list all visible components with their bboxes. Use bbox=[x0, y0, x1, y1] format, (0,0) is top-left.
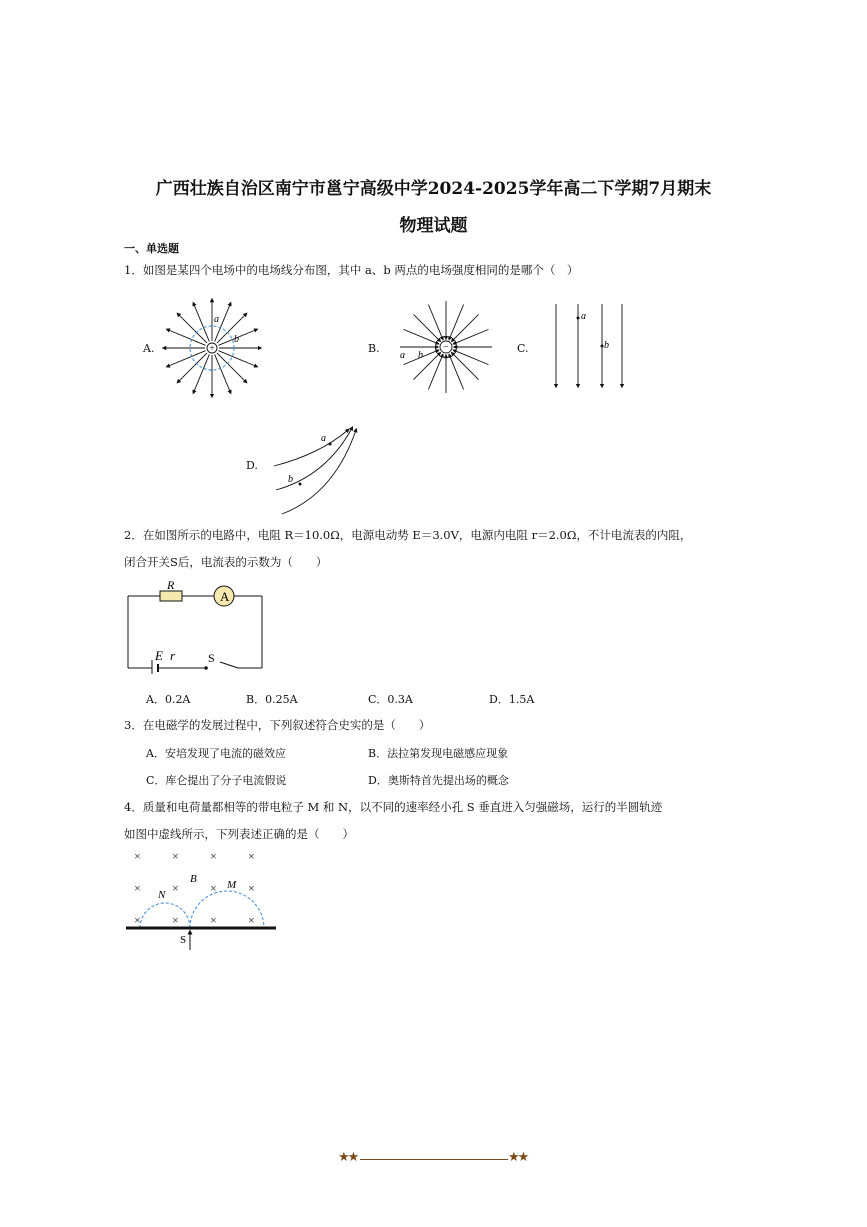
question-2-line-1: 2．在如图所示的电路中，电阻 R＝10.0Ω，电源电动势 E＝3.0V，电源内电阻 r＝2.0Ω，不计电流表的内阻， bbox=[124, 528, 692, 542]
field-cross-icon: × bbox=[172, 881, 179, 895]
field-line bbox=[449, 305, 463, 339]
field-cross-icon: × bbox=[210, 849, 217, 863]
field-line bbox=[178, 314, 207, 343]
q1-option-c-label: C. bbox=[517, 342, 529, 355]
footer-stars-left: ★★ bbox=[338, 1150, 358, 1165]
field-line bbox=[215, 354, 231, 392]
field-line bbox=[454, 350, 488, 364]
field-cross-icon: × bbox=[210, 913, 217, 927]
q2-option-c: C．0.3A bbox=[368, 693, 413, 706]
field-cross-icon: × bbox=[172, 913, 179, 927]
field-line bbox=[452, 314, 478, 340]
q4-magnetic-field-diagram bbox=[124, 846, 280, 956]
field-line bbox=[217, 353, 246, 382]
q2-circuit-diagram bbox=[122, 578, 268, 674]
hole-s-label: S bbox=[180, 934, 187, 946]
field-line bbox=[449, 355, 463, 389]
field-line bbox=[178, 353, 207, 382]
resistor-label: R bbox=[167, 578, 175, 592]
point-a-label: a bbox=[581, 311, 586, 322]
q1-option-b-label: B. bbox=[368, 342, 380, 355]
q3-option-b: B．法拉第发现电磁感应现象 bbox=[368, 747, 509, 760]
internal-resistance-label: r bbox=[170, 648, 176, 663]
field-line bbox=[218, 351, 256, 367]
q1-option-d-label: D. bbox=[246, 459, 258, 472]
field-cross-icon: × bbox=[248, 849, 255, 863]
emf-label: E bbox=[155, 648, 163, 663]
switch-label: S bbox=[208, 651, 215, 665]
field-line bbox=[452, 353, 478, 379]
q3-option-c: C．库仑提出了分子电流假说 bbox=[146, 774, 287, 787]
point-b-label: b bbox=[234, 334, 239, 345]
field-cross-icon: × bbox=[248, 881, 255, 895]
field-b-label: B bbox=[190, 873, 197, 885]
field-line bbox=[413, 314, 439, 340]
q2-option-b: B．0.25A bbox=[246, 693, 298, 706]
field-cross-icon: × bbox=[210, 881, 217, 895]
question-3-stem: 3．在电磁学的发展过程中，下列叙述符合史实的是（ ） bbox=[124, 718, 431, 732]
positive-charge-sign: + bbox=[209, 343, 215, 353]
q1-figure-c bbox=[548, 302, 628, 390]
point-b-label: b bbox=[288, 474, 293, 485]
field-line bbox=[428, 305, 442, 339]
field-cross-icon: × bbox=[134, 881, 141, 895]
q1-figure-d bbox=[270, 424, 366, 520]
resistor-icon bbox=[160, 591, 182, 601]
field-line bbox=[168, 351, 206, 367]
field-line bbox=[404, 329, 438, 343]
point-b-label: b bbox=[418, 350, 423, 361]
ammeter-label: A bbox=[220, 589, 230, 604]
point-a-label: a bbox=[214, 314, 219, 325]
point-b-label: b bbox=[604, 340, 609, 351]
question-4-line-1: 4．质量和电荷量都相等的带电粒子 M 和 N，以不同的速率经小孔 S 垂直进入匀强磁场，运行的半圆轨迹 bbox=[124, 800, 663, 814]
field-line bbox=[194, 354, 210, 392]
field-cross-icon: × bbox=[134, 913, 141, 927]
page-title: 广西壮族自治区南宁市邕宁高级中学2024-2025学年高二下学期7月期末 bbox=[155, 179, 712, 199]
q2-option-a: A．0.2A bbox=[146, 693, 191, 706]
q1-figure-a bbox=[160, 296, 264, 400]
q2-option-d: D．1.5A bbox=[489, 693, 535, 706]
field-line bbox=[428, 355, 442, 389]
particle-m-label: M bbox=[227, 879, 237, 891]
field-line bbox=[194, 304, 210, 342]
field-cross-icon: × bbox=[134, 849, 141, 863]
question-4-line-2: 如图中虚线所示，下列表述正确的是（ ） bbox=[124, 827, 354, 841]
q3-option-d: D．奥斯特首先提出场的概念 bbox=[368, 774, 509, 787]
field-line bbox=[454, 329, 488, 343]
question-1-stem: 1．如图是某四个电场中的电场线分布图，其中 a、b 两点的电场强度相同的是哪个（ ） bbox=[124, 263, 579, 277]
point-a-label: a bbox=[321, 433, 326, 444]
point-a-label: a bbox=[400, 350, 405, 361]
negative-charge-sign: − bbox=[443, 342, 449, 353]
q1-figure-b bbox=[396, 298, 500, 398]
footer-divider bbox=[360, 1159, 508, 1160]
section-heading: 一、单选题 bbox=[124, 242, 179, 255]
q3-option-a: A．安培发现了电流的磁效应 bbox=[146, 747, 286, 760]
page-subtitle: 物理试题 bbox=[399, 216, 468, 236]
footer-stars-right: ★★ bbox=[508, 1150, 528, 1165]
particle-n-label: N bbox=[158, 889, 166, 901]
field-cross-icon: × bbox=[248, 913, 255, 927]
question-2-line-2: 闭合开关S后，电流表的示数为（ ） bbox=[124, 555, 328, 569]
field-line bbox=[168, 330, 206, 346]
q1-option-a-label: A. bbox=[143, 342, 155, 355]
field-cross-icon: × bbox=[172, 849, 179, 863]
